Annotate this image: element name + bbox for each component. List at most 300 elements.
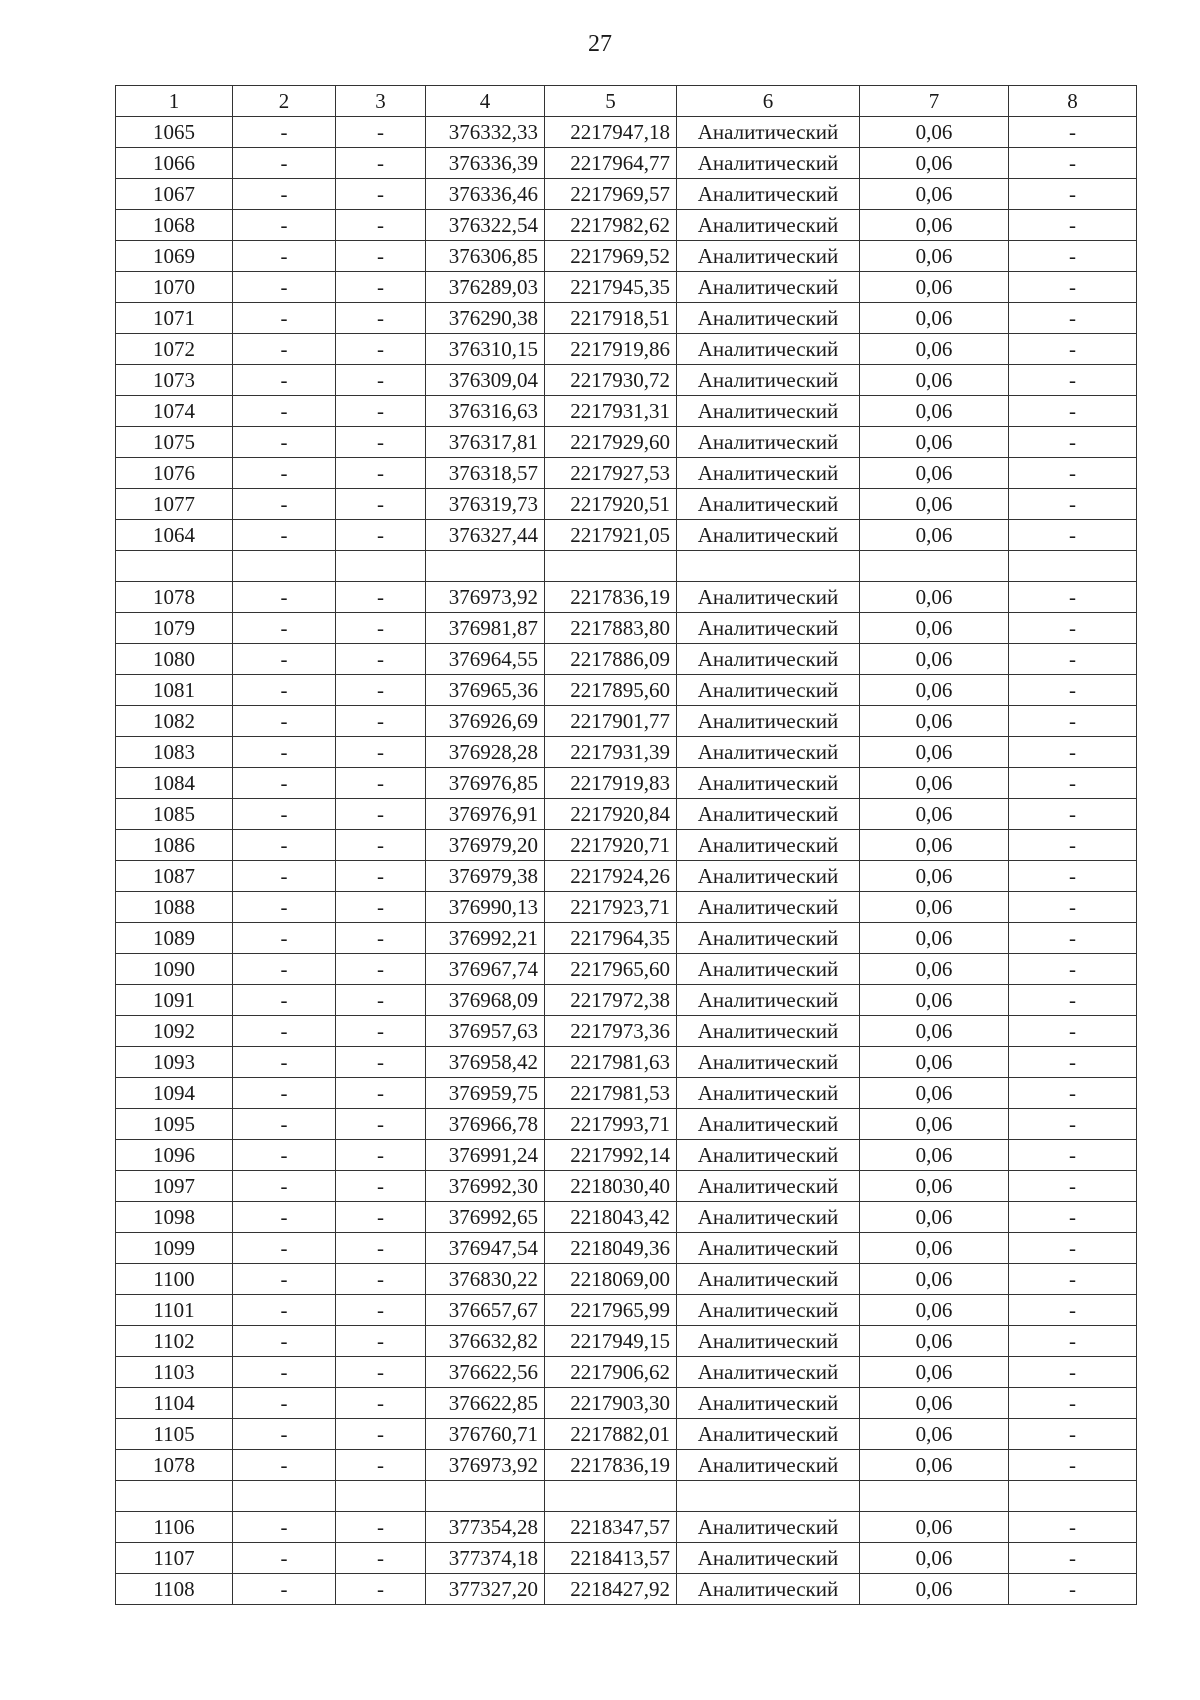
col3-cell: - bbox=[336, 334, 426, 365]
col2-cell bbox=[233, 551, 336, 582]
point-number-cell bbox=[116, 1481, 233, 1512]
method-cell: Аналитический bbox=[677, 179, 860, 210]
y-coordinate-cell: 2217969,52 bbox=[545, 241, 677, 272]
point-number-cell: 1077 bbox=[116, 489, 233, 520]
method-cell: Аналитический bbox=[677, 1109, 860, 1140]
col8-cell: - bbox=[1009, 1202, 1137, 1233]
col2-cell: - bbox=[233, 1357, 336, 1388]
col3-cell: - bbox=[336, 768, 426, 799]
col2-cell: - bbox=[233, 489, 336, 520]
col2-cell: - bbox=[233, 1047, 336, 1078]
col3-cell: - bbox=[336, 1109, 426, 1140]
y-coordinate-cell: 2217918,51 bbox=[545, 303, 677, 334]
accuracy-cell: 0,06 bbox=[860, 737, 1009, 768]
y-coordinate-cell: 2217836,19 bbox=[545, 582, 677, 613]
x-coordinate-cell: 376332,33 bbox=[426, 117, 545, 148]
col8-cell: - bbox=[1009, 613, 1137, 644]
col8-cell: - bbox=[1009, 644, 1137, 675]
point-number-cell: 1075 bbox=[116, 427, 233, 458]
x-coordinate-cell: 376992,30 bbox=[426, 1171, 545, 1202]
method-cell: Аналитический bbox=[677, 737, 860, 768]
point-number-cell: 1072 bbox=[116, 334, 233, 365]
method-cell: Аналитический bbox=[677, 1047, 860, 1078]
y-coordinate-cell: 2217964,35 bbox=[545, 923, 677, 954]
table-row bbox=[116, 334, 1137, 365]
accuracy-cell: 0,06 bbox=[860, 334, 1009, 365]
accuracy-cell: 0,06 bbox=[860, 1326, 1009, 1357]
method-cell: Аналитический bbox=[677, 892, 860, 923]
table-row bbox=[116, 1295, 1137, 1326]
coordinates-table bbox=[115, 85, 1137, 1605]
y-coordinate-cell: 2217923,71 bbox=[545, 892, 677, 923]
x-coordinate-cell: 376976,91 bbox=[426, 799, 545, 830]
x-coordinate-cell: 376657,67 bbox=[426, 1295, 545, 1326]
point-number-cell: 1093 bbox=[116, 1047, 233, 1078]
x-coordinate-cell bbox=[426, 1481, 545, 1512]
col8-cell: - bbox=[1009, 272, 1137, 303]
col8-cell: - bbox=[1009, 861, 1137, 892]
x-coordinate-cell: 376309,04 bbox=[426, 365, 545, 396]
col8-cell: - bbox=[1009, 675, 1137, 706]
col3-cell: - bbox=[336, 644, 426, 675]
col8-cell: - bbox=[1009, 1047, 1137, 1078]
point-number-cell: 1073 bbox=[116, 365, 233, 396]
column-header: 4 bbox=[426, 86, 545, 117]
col3-cell: - bbox=[336, 1512, 426, 1543]
point-number-cell: 1078 bbox=[116, 1450, 233, 1481]
column-header: 7 bbox=[860, 86, 1009, 117]
method-cell: Аналитический bbox=[677, 272, 860, 303]
method-cell: Аналитический bbox=[677, 1543, 860, 1574]
point-number-cell: 1066 bbox=[116, 148, 233, 179]
table-row bbox=[116, 1016, 1137, 1047]
method-cell: Аналитический bbox=[677, 954, 860, 985]
method-cell bbox=[677, 1481, 860, 1512]
point-number-cell: 1099 bbox=[116, 1233, 233, 1264]
col2-cell: - bbox=[233, 427, 336, 458]
x-coordinate-cell: 377374,18 bbox=[426, 1543, 545, 1574]
point-number-cell: 1101 bbox=[116, 1295, 233, 1326]
y-coordinate-cell: 2217930,72 bbox=[545, 365, 677, 396]
col8-cell: - bbox=[1009, 1357, 1137, 1388]
table-row bbox=[116, 117, 1137, 148]
col2-cell: - bbox=[233, 241, 336, 272]
x-coordinate-cell: 376966,78 bbox=[426, 1109, 545, 1140]
accuracy-cell: 0,06 bbox=[860, 1512, 1009, 1543]
col3-cell: - bbox=[336, 1078, 426, 1109]
col8-cell: - bbox=[1009, 1543, 1137, 1574]
accuracy-cell: 0,06 bbox=[860, 303, 1009, 334]
x-coordinate-cell: 376336,46 bbox=[426, 179, 545, 210]
accuracy-cell: 0,06 bbox=[860, 1264, 1009, 1295]
col8-cell: - bbox=[1009, 985, 1137, 1016]
point-number-cell: 1097 bbox=[116, 1171, 233, 1202]
col2-cell: - bbox=[233, 117, 336, 148]
table-row bbox=[116, 1574, 1137, 1605]
table-header-row bbox=[116, 86, 1137, 117]
x-coordinate-cell: 376327,44 bbox=[426, 520, 545, 551]
accuracy-cell: 0,06 bbox=[860, 1016, 1009, 1047]
col8-cell: - bbox=[1009, 1109, 1137, 1140]
point-number-cell: 1064 bbox=[116, 520, 233, 551]
col2-cell: - bbox=[233, 954, 336, 985]
accuracy-cell: 0,06 bbox=[860, 799, 1009, 830]
y-coordinate-cell bbox=[545, 1481, 677, 1512]
col8-cell bbox=[1009, 1481, 1137, 1512]
accuracy-cell: 0,06 bbox=[860, 1388, 1009, 1419]
y-coordinate-cell: 2217895,60 bbox=[545, 675, 677, 706]
point-number-cell: 1083 bbox=[116, 737, 233, 768]
col8-cell: - bbox=[1009, 1419, 1137, 1450]
x-coordinate-cell: 376336,39 bbox=[426, 148, 545, 179]
y-coordinate-cell: 2217945,35 bbox=[545, 272, 677, 303]
col3-cell: - bbox=[336, 1264, 426, 1295]
point-number-cell: 1090 bbox=[116, 954, 233, 985]
table-row bbox=[116, 1202, 1137, 1233]
y-coordinate-cell: 2217920,84 bbox=[545, 799, 677, 830]
x-coordinate-cell: 376947,54 bbox=[426, 1233, 545, 1264]
col2-cell: - bbox=[233, 985, 336, 1016]
col2-cell: - bbox=[233, 1419, 336, 1450]
y-coordinate-cell: 2218427,92 bbox=[545, 1574, 677, 1605]
point-number-cell: 1088 bbox=[116, 892, 233, 923]
col2-cell: - bbox=[233, 1016, 336, 1047]
method-cell: Аналитический bbox=[677, 768, 860, 799]
method-cell bbox=[677, 551, 860, 582]
col3-cell: - bbox=[336, 117, 426, 148]
col3-cell: - bbox=[336, 427, 426, 458]
accuracy-cell: 0,06 bbox=[860, 1140, 1009, 1171]
col8-cell: - bbox=[1009, 1264, 1137, 1295]
col2-cell: - bbox=[233, 799, 336, 830]
col3-cell: - bbox=[336, 179, 426, 210]
x-coordinate-cell: 376632,82 bbox=[426, 1326, 545, 1357]
x-coordinate-cell: 376992,21 bbox=[426, 923, 545, 954]
method-cell: Аналитический bbox=[677, 1419, 860, 1450]
table-row bbox=[116, 985, 1137, 1016]
point-number-cell: 1095 bbox=[116, 1109, 233, 1140]
point-number-cell: 1107 bbox=[116, 1543, 233, 1574]
method-cell: Аналитический bbox=[677, 303, 860, 334]
col3-cell: - bbox=[336, 675, 426, 706]
y-coordinate-cell: 2218030,40 bbox=[545, 1171, 677, 1202]
table-row bbox=[116, 551, 1137, 582]
point-number-cell: 1089 bbox=[116, 923, 233, 954]
col3-cell: - bbox=[336, 737, 426, 768]
x-coordinate-cell: 376622,56 bbox=[426, 1357, 545, 1388]
y-coordinate-cell: 2217882,01 bbox=[545, 1419, 677, 1450]
method-cell: Аналитический bbox=[677, 613, 860, 644]
accuracy-cell: 0,06 bbox=[860, 458, 1009, 489]
col3-cell: - bbox=[336, 1326, 426, 1357]
method-cell: Аналитический bbox=[677, 861, 860, 892]
table-row bbox=[116, 1047, 1137, 1078]
col3-cell: - bbox=[336, 1543, 426, 1574]
x-coordinate-cell: 376979,38 bbox=[426, 861, 545, 892]
accuracy-cell: 0,06 bbox=[860, 1357, 1009, 1388]
col3-cell: - bbox=[336, 1047, 426, 1078]
col8-cell: - bbox=[1009, 737, 1137, 768]
x-coordinate-cell: 376965,36 bbox=[426, 675, 545, 706]
point-number-cell: 1068 bbox=[116, 210, 233, 241]
point-number-cell: 1084 bbox=[116, 768, 233, 799]
x-coordinate-cell: 376957,63 bbox=[426, 1016, 545, 1047]
col3-cell: - bbox=[336, 613, 426, 644]
point-number-cell: 1078 bbox=[116, 582, 233, 613]
table-row bbox=[116, 1512, 1137, 1543]
table-row bbox=[116, 613, 1137, 644]
column-header: 8 bbox=[1009, 86, 1137, 117]
x-coordinate-cell: 376973,92 bbox=[426, 582, 545, 613]
accuracy-cell: 0,06 bbox=[860, 768, 1009, 799]
col8-cell: - bbox=[1009, 1574, 1137, 1605]
y-coordinate-cell: 2218413,57 bbox=[545, 1543, 677, 1574]
accuracy-cell: 0,06 bbox=[860, 1295, 1009, 1326]
y-coordinate-cell: 2217883,80 bbox=[545, 613, 677, 644]
table-row bbox=[116, 303, 1137, 334]
point-number-cell: 1103 bbox=[116, 1357, 233, 1388]
x-coordinate-cell: 376990,13 bbox=[426, 892, 545, 923]
x-coordinate-cell: 376958,42 bbox=[426, 1047, 545, 1078]
col2-cell: - bbox=[233, 1512, 336, 1543]
accuracy-cell: 0,06 bbox=[860, 427, 1009, 458]
table-row bbox=[116, 241, 1137, 272]
col2-cell: - bbox=[233, 892, 336, 923]
col8-cell: - bbox=[1009, 1326, 1137, 1357]
x-coordinate-cell: 376289,03 bbox=[426, 272, 545, 303]
method-cell: Аналитический bbox=[677, 210, 860, 241]
accuracy-cell: 0,06 bbox=[860, 1450, 1009, 1481]
table-row bbox=[116, 1357, 1137, 1388]
accuracy-cell: 0,06 bbox=[860, 923, 1009, 954]
x-coordinate-cell: 376290,38 bbox=[426, 303, 545, 334]
method-cell: Аналитический bbox=[677, 1574, 860, 1605]
method-cell: Аналитический bbox=[677, 1140, 860, 1171]
method-cell: Аналитический bbox=[677, 830, 860, 861]
method-cell: Аналитический bbox=[677, 1295, 860, 1326]
col3-cell: - bbox=[336, 861, 426, 892]
table-row bbox=[116, 923, 1137, 954]
accuracy-cell: 0,06 bbox=[860, 1202, 1009, 1233]
column-header: 1 bbox=[116, 86, 233, 117]
col3-cell: - bbox=[336, 1140, 426, 1171]
table-row bbox=[116, 830, 1137, 861]
column-header: 3 bbox=[336, 86, 426, 117]
accuracy-cell: 0,06 bbox=[860, 613, 1009, 644]
x-coordinate-cell: 376317,81 bbox=[426, 427, 545, 458]
method-cell: Аналитический bbox=[677, 334, 860, 365]
col2-cell bbox=[233, 1481, 336, 1512]
x-coordinate-cell: 376968,09 bbox=[426, 985, 545, 1016]
col3-cell: - bbox=[336, 582, 426, 613]
col2-cell: - bbox=[233, 923, 336, 954]
col3-cell: - bbox=[336, 1202, 426, 1233]
column-header: 5 bbox=[545, 86, 677, 117]
col8-cell bbox=[1009, 551, 1137, 582]
point-number-cell: 1102 bbox=[116, 1326, 233, 1357]
method-cell: Аналитический bbox=[677, 1357, 860, 1388]
y-coordinate-cell: 2217965,60 bbox=[545, 954, 677, 985]
point-number-cell: 1092 bbox=[116, 1016, 233, 1047]
x-coordinate-cell: 376973,92 bbox=[426, 1450, 545, 1481]
col8-cell: - bbox=[1009, 1295, 1137, 1326]
table-row bbox=[116, 1388, 1137, 1419]
x-coordinate-cell: 376306,85 bbox=[426, 241, 545, 272]
method-cell: Аналитический bbox=[677, 396, 860, 427]
col2-cell: - bbox=[233, 272, 336, 303]
point-number-cell: 1079 bbox=[116, 613, 233, 644]
accuracy-cell: 0,06 bbox=[860, 985, 1009, 1016]
col8-cell: - bbox=[1009, 520, 1137, 551]
accuracy-cell: 0,06 bbox=[860, 1047, 1009, 1078]
y-coordinate-cell: 2217919,83 bbox=[545, 768, 677, 799]
table-row bbox=[116, 272, 1137, 303]
col3-cell: - bbox=[336, 303, 426, 334]
point-number-cell: 1067 bbox=[116, 179, 233, 210]
col2-cell: - bbox=[233, 582, 336, 613]
col2-cell: - bbox=[233, 706, 336, 737]
method-cell: Аналитический bbox=[677, 1202, 860, 1233]
method-cell: Аналитический bbox=[677, 644, 860, 675]
table-row bbox=[116, 1171, 1137, 1202]
method-cell: Аналитический bbox=[677, 1171, 860, 1202]
col8-cell: - bbox=[1009, 1388, 1137, 1419]
accuracy-cell: 0,06 bbox=[860, 1574, 1009, 1605]
col3-cell: - bbox=[336, 1357, 426, 1388]
y-coordinate-cell: 2217993,71 bbox=[545, 1109, 677, 1140]
col2-cell: - bbox=[233, 1109, 336, 1140]
point-number-cell: 1100 bbox=[116, 1264, 233, 1295]
point-number-cell: 1096 bbox=[116, 1140, 233, 1171]
accuracy-cell: 0,06 bbox=[860, 1543, 1009, 1574]
point-number-cell: 1070 bbox=[116, 272, 233, 303]
col3-cell: - bbox=[336, 892, 426, 923]
col3-cell: - bbox=[336, 1016, 426, 1047]
x-coordinate-cell: 376322,54 bbox=[426, 210, 545, 241]
col2-cell: - bbox=[233, 396, 336, 427]
col3-cell: - bbox=[336, 365, 426, 396]
accuracy-cell: 0,06 bbox=[860, 1109, 1009, 1140]
col2-cell: - bbox=[233, 303, 336, 334]
accuracy-cell: 0,06 bbox=[860, 396, 1009, 427]
col2-cell: - bbox=[233, 861, 336, 892]
col8-cell: - bbox=[1009, 365, 1137, 396]
page-number: 27 bbox=[588, 31, 612, 57]
col8-cell: - bbox=[1009, 799, 1137, 830]
y-coordinate-cell: 2217972,38 bbox=[545, 985, 677, 1016]
accuracy-cell: 0,06 bbox=[860, 1233, 1009, 1264]
col2-cell: - bbox=[233, 1326, 336, 1357]
x-coordinate-cell: 376964,55 bbox=[426, 644, 545, 675]
y-coordinate-cell: 2217836,19 bbox=[545, 1450, 677, 1481]
col8-cell: - bbox=[1009, 334, 1137, 365]
y-coordinate-cell: 2217947,18 bbox=[545, 117, 677, 148]
col2-cell: - bbox=[233, 1202, 336, 1233]
table-row bbox=[116, 210, 1137, 241]
y-coordinate-cell: 2217929,60 bbox=[545, 427, 677, 458]
accuracy-cell: 0,06 bbox=[860, 1078, 1009, 1109]
table-row bbox=[116, 1326, 1137, 1357]
point-number-cell: 1074 bbox=[116, 396, 233, 427]
y-coordinate-cell: 2217982,62 bbox=[545, 210, 677, 241]
x-coordinate-cell: 376760,71 bbox=[426, 1419, 545, 1450]
table-row bbox=[116, 1233, 1137, 1264]
y-coordinate-cell bbox=[545, 551, 677, 582]
col2-cell: - bbox=[233, 830, 336, 861]
y-coordinate-cell: 2218347,57 bbox=[545, 1512, 677, 1543]
method-cell: Аналитический bbox=[677, 241, 860, 272]
col8-cell: - bbox=[1009, 1171, 1137, 1202]
point-number-cell: 1065 bbox=[116, 117, 233, 148]
table-row bbox=[116, 365, 1137, 396]
col3-cell: - bbox=[336, 1295, 426, 1326]
y-coordinate-cell: 2217886,09 bbox=[545, 644, 677, 675]
col8-cell: - bbox=[1009, 210, 1137, 241]
table-row bbox=[116, 737, 1137, 768]
col2-cell: - bbox=[233, 1140, 336, 1171]
col8-cell: - bbox=[1009, 954, 1137, 985]
method-cell: Аналитический bbox=[677, 582, 860, 613]
col2-cell: - bbox=[233, 737, 336, 768]
x-coordinate-cell: 376319,73 bbox=[426, 489, 545, 520]
col2-cell: - bbox=[233, 1078, 336, 1109]
y-coordinate-cell: 2217973,36 bbox=[545, 1016, 677, 1047]
point-number-cell: 1076 bbox=[116, 458, 233, 489]
accuracy-cell: 0,06 bbox=[860, 675, 1009, 706]
point-number-cell bbox=[116, 551, 233, 582]
accuracy-cell: 0,06 bbox=[860, 272, 1009, 303]
x-coordinate-cell: 376979,20 bbox=[426, 830, 545, 861]
col3-cell: - bbox=[336, 1171, 426, 1202]
table-row bbox=[116, 427, 1137, 458]
table-row bbox=[116, 1481, 1137, 1512]
y-coordinate-cell: 2218043,42 bbox=[545, 1202, 677, 1233]
col2-cell: - bbox=[233, 1388, 336, 1419]
table-row bbox=[116, 1140, 1137, 1171]
col2-cell: - bbox=[233, 644, 336, 675]
x-coordinate-cell: 377354,28 bbox=[426, 1512, 545, 1543]
method-cell: Аналитический bbox=[677, 1016, 860, 1047]
table-row bbox=[116, 861, 1137, 892]
method-cell: Аналитический bbox=[677, 1078, 860, 1109]
method-cell: Аналитический bbox=[677, 117, 860, 148]
x-coordinate-cell: 376310,15 bbox=[426, 334, 545, 365]
method-cell: Аналитический bbox=[677, 706, 860, 737]
col2-cell: - bbox=[233, 613, 336, 644]
col2-cell: - bbox=[233, 1264, 336, 1295]
table-row bbox=[116, 1109, 1137, 1140]
point-number-cell: 1087 bbox=[116, 861, 233, 892]
table-row bbox=[116, 1543, 1137, 1574]
table-row bbox=[116, 489, 1137, 520]
table-row bbox=[116, 520, 1137, 551]
col8-cell: - bbox=[1009, 396, 1137, 427]
method-cell: Аналитический bbox=[677, 985, 860, 1016]
col8-cell: - bbox=[1009, 1512, 1137, 1543]
table-row bbox=[116, 954, 1137, 985]
y-coordinate-cell: 2217919,86 bbox=[545, 334, 677, 365]
accuracy-cell bbox=[860, 1481, 1009, 1512]
table-row bbox=[116, 458, 1137, 489]
col8-cell: - bbox=[1009, 117, 1137, 148]
x-coordinate-cell: 376830,22 bbox=[426, 1264, 545, 1295]
point-number-cell: 1086 bbox=[116, 830, 233, 861]
accuracy-cell: 0,06 bbox=[860, 117, 1009, 148]
point-number-cell: 1106 bbox=[116, 1512, 233, 1543]
method-cell: Аналитический bbox=[677, 1233, 860, 1264]
x-coordinate-cell: 376992,65 bbox=[426, 1202, 545, 1233]
method-cell: Аналитический bbox=[677, 1326, 860, 1357]
